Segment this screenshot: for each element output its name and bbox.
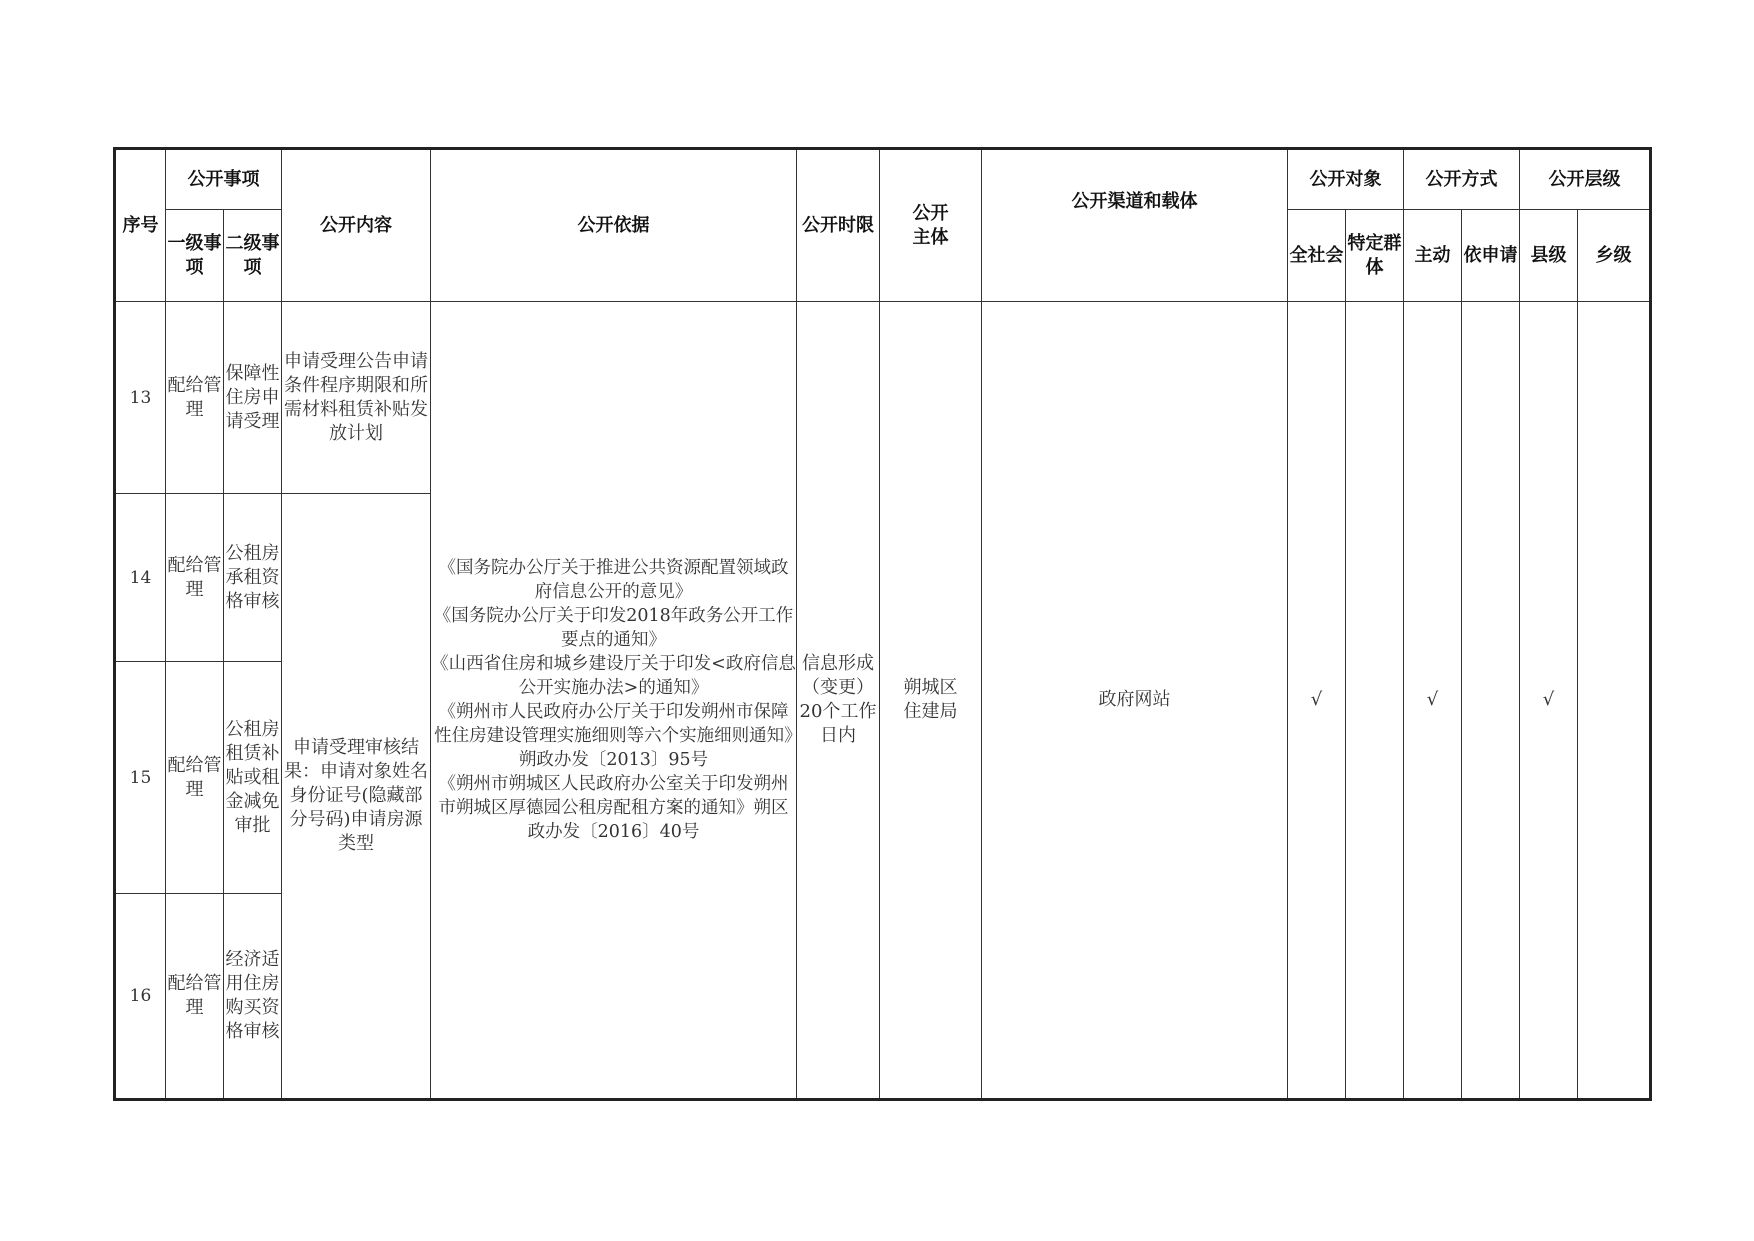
row-level2: 公租房租赁补贴或租金减免审批: [224, 662, 282, 894]
row-level2: 公租房承租资格审核: [224, 494, 282, 662]
header-level-county: 县级: [1520, 210, 1578, 302]
header-method-request: 依申请: [1462, 210, 1520, 302]
header-item-group: 公开事项: [166, 149, 282, 210]
table-row: [115, 302, 1651, 494]
basis-item: 《朔州市人民政府办公厅关于印发朔州市保障性住房建设管理实施细则等六个实施细则通知》朔政办发〔2013〕95号: [434, 702, 793, 770]
row-level1: 配给管理: [166, 494, 224, 662]
header-period: 公开时限: [797, 149, 880, 302]
row-level1: 配给管理: [166, 662, 224, 894]
period-cell: 信息形成（变更）20个工作日内: [797, 302, 880, 1100]
audience-all-mark: √: [1288, 302, 1346, 1100]
header-method-group: 公开方式: [1404, 149, 1520, 210]
header-level1: 一级事项: [166, 210, 224, 302]
channel-cell: 政府网站: [982, 302, 1288, 1100]
header-audience-all: 全社会: [1288, 210, 1346, 302]
basis-item: 《山西省住房和城乡建设厅关于印发<政府信息公开实施办法>的通知》: [431, 654, 796, 698]
basis-item: 《国务院办公厅关于推进公共资源配置领域政府信息公开的意见》: [438, 558, 789, 602]
row-seq: 14: [115, 494, 166, 662]
row-level1: 配给管理: [166, 302, 224, 494]
row-level2: 保障性住房申请受理: [224, 302, 282, 494]
method-request-mark: [1462, 302, 1520, 1100]
header-basis: 公开依据: [431, 149, 797, 302]
level-county-mark: √: [1520, 302, 1578, 1100]
content-rows14-16: 申请受理审核结果：申请对象姓名身份证号(隐藏部分号码)申请房源类型: [282, 494, 431, 1100]
header-level2: 二级事项: [224, 210, 282, 302]
header-audience-specific: 特定群体: [1346, 210, 1404, 302]
content-row13: 申请受理公告申请条件程序期限和所需材料租赁补贴发放计划: [282, 302, 431, 494]
header-level-group: 公开层级: [1520, 149, 1651, 210]
basis-cell: [431, 302, 797, 1100]
basis-item: 《国务院办公厅关于印发2018年政务公开工作要点的通知》: [433, 606, 794, 650]
header-seq: 序号: [115, 149, 166, 302]
basis-item: 《朔州市朔城区人民政府办公室关于印发朔州市朔城区厚德园公租房配租方案的通知》朔区政办发〔2016〕40号: [438, 774, 789, 842]
header-audience-group: 公开对象: [1288, 149, 1404, 210]
header-content: 公开内容: [282, 149, 431, 302]
audience-specific-mark: [1346, 302, 1404, 1100]
subject-cell: 朔城区住建局: [880, 302, 982, 1100]
row-level1: 配给管理: [166, 894, 224, 1100]
header-channel: 公开渠道和载体: [982, 149, 1288, 302]
row-seq: 15: [115, 662, 166, 894]
header-subject: 公开主体: [880, 149, 982, 302]
disclosure-table: [113, 147, 1652, 1101]
row-seq: 16: [115, 894, 166, 1100]
method-active-mark: √: [1404, 302, 1462, 1100]
level-township-mark: [1578, 302, 1651, 1100]
header-level-township: 乡级: [1578, 210, 1651, 302]
row-seq: 13: [115, 302, 166, 494]
row-level2: 经济适用住房购买资格审核: [224, 894, 282, 1100]
header-method-active: 主动: [1404, 210, 1462, 302]
